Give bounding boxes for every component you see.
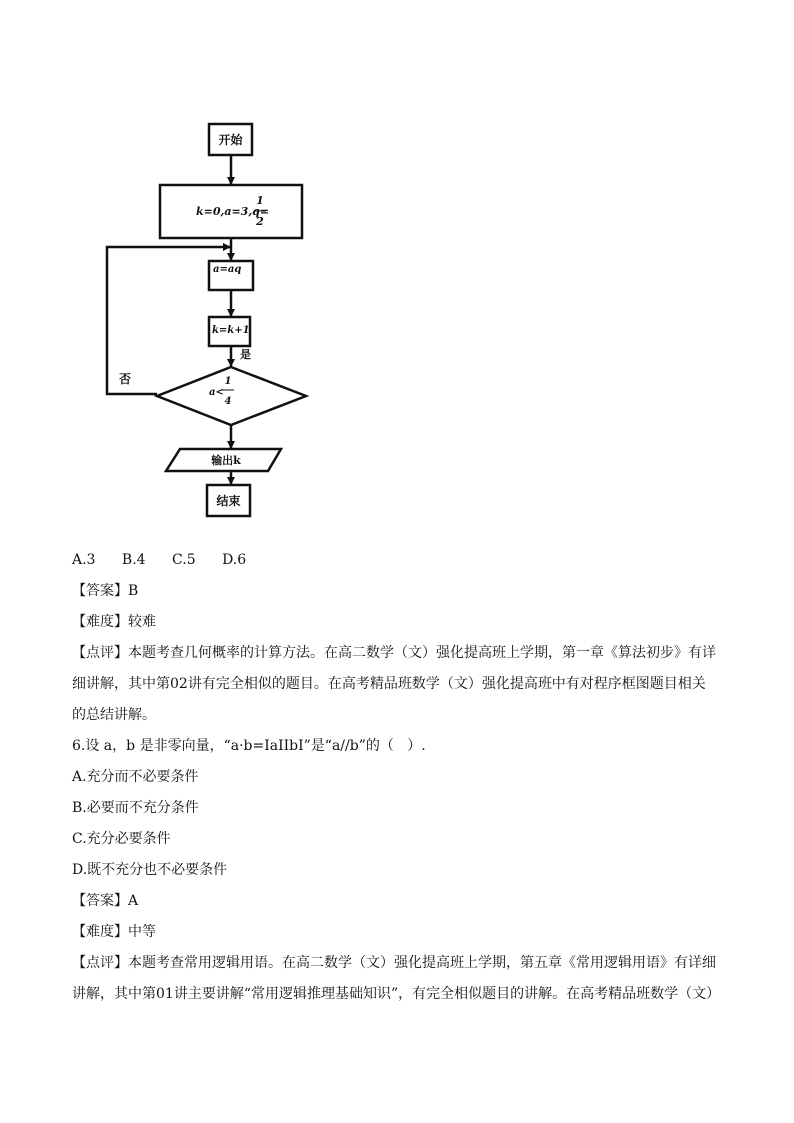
q5-difficulty: 【难度】较难 xyxy=(72,614,156,630)
q5-option-c: C.5 xyxy=(172,552,196,568)
q5-comment-line-2: 细讲解，其中第02讲有完全相似的题目。在高考精品班数学（文）强化提高班中有对程序框图题目相关 xyxy=(72,676,706,692)
q6-option-a: A.充分而不必要条件 xyxy=(72,769,199,785)
q6-stem: 6.设 a，b 是非零向量，“a·b=IaIIbI”是“a//b”的（ ）. xyxy=(72,738,426,754)
init-frac-den: 2 xyxy=(256,215,264,228)
end-label: 结束 xyxy=(216,494,241,508)
output-label: 输出k xyxy=(211,454,241,467)
q5-option-b: B.4 xyxy=(121,552,146,568)
cond-frac-num: 1 xyxy=(224,376,232,387)
q6-option-c: C.充分必要条件 xyxy=(72,831,171,847)
start-label: 开始 xyxy=(218,133,243,147)
init-frac-num: 1 xyxy=(256,194,264,207)
q5-comment-line-1: 【点评】本题考查几何概率的计算方法。在高二数学（文）强化提高班上学期，第一章《算法初步》有详 xyxy=(72,645,716,661)
q6-answer: 【答案】A xyxy=(72,893,139,909)
q5-comment-line-3: 的总结讲解。 xyxy=(72,707,156,723)
step1-label: a=aq xyxy=(213,264,242,275)
document-body xyxy=(72,545,732,1010)
q6-comment-line-2: 讲解，其中第01讲主要讲解“常用逻辑推理基础知识”，有完全相似题目的讲解。在高考精品班数学（文） xyxy=(72,986,721,1002)
yes-label: 是 xyxy=(240,348,251,361)
no-label: 否 xyxy=(119,372,132,386)
q5-options xyxy=(72,545,732,576)
condition-label: a< xyxy=(209,387,224,398)
q6-option-d: D.既不充分也不必要条件 xyxy=(72,862,228,878)
q5-answer: 【答案】B xyxy=(72,583,139,599)
condition-diamond xyxy=(157,367,306,425)
flowchart xyxy=(0,0,794,540)
cond-frac-den: 4 xyxy=(224,396,232,407)
q6-comment-line-1: 【点评】本题考查常用逻辑用语。在高二数学（文）强化提高班上学期，第五章《常用逻辑用语》有详细 xyxy=(72,955,716,971)
q5-option-d: D.6 xyxy=(222,552,247,568)
q6-option-b: B.必要而不充分条件 xyxy=(72,800,199,816)
q5-option-a: A.3 xyxy=(72,552,96,568)
flowchart-diagram xyxy=(0,0,794,540)
init-label: k=0,a=3,q= xyxy=(196,205,270,218)
step2-label: k=k+1 xyxy=(212,325,250,336)
q6-difficulty: 【难度】中等 xyxy=(72,924,156,940)
